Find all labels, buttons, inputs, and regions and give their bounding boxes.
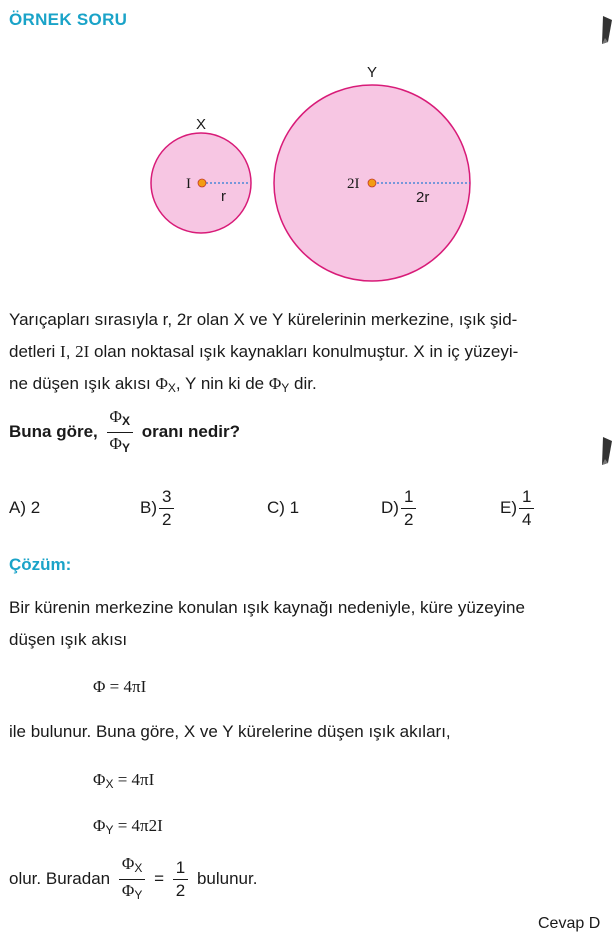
solution-line-1: Bir kürenin merkezine konulan ışık kaynağı nedeniyle, küre yüzeyine [9, 598, 525, 617]
text: olur. Buradan [9, 868, 111, 888]
pen-icon [600, 435, 614, 467]
result-value-fraction [173, 857, 188, 902]
solution-line-3: ile bulunur. Buna göre, X ve Y kürelerine düşen ışık akıları, [9, 722, 451, 741]
text: olan noktasal ışık kaynakları konulmuştur. X in iç yüzeyi- [89, 342, 519, 361]
option-e[interactable] [500, 486, 538, 531]
source-y-label: 2I [347, 176, 360, 192]
text: dir. [289, 374, 317, 393]
text: detleri [9, 342, 61, 361]
option-c[interactable]: C) 1 [267, 498, 300, 517]
prompt-text: oranı nedir? [141, 421, 240, 441]
solution-line-2: düşen ışık akısı [9, 630, 128, 649]
phi-symbol: Φ [121, 854, 135, 873]
question-line-2 [9, 341, 518, 363]
denominator: 2 [175, 881, 186, 900]
numerator: 1 [173, 857, 188, 880]
question-prompt [9, 406, 240, 459]
question-line-3 [9, 373, 317, 399]
text: , [65, 342, 76, 361]
text: bulunur. [196, 868, 258, 888]
result-fraction [119, 853, 145, 906]
option-a[interactable]: A) 2 [9, 498, 41, 517]
prompt-text: Buna göre, [9, 421, 98, 441]
solution-conclusion [9, 853, 257, 906]
question-line-1: Yarıçapları sırasıyla r, 2r olan X ve Y kürelerinin merkezine, ışık şid- [9, 310, 518, 329]
subscript-y: Y [105, 823, 114, 837]
solution-title: Çözüm: [9, 555, 72, 574]
equation-1: Φ = 4πI [93, 677, 147, 696]
denominator: 4 [522, 510, 532, 529]
phi-symbol: Φ [268, 374, 282, 393]
option-label: E) [500, 497, 517, 517]
option-label: D) [381, 497, 399, 517]
phi-symbol: Φ [109, 407, 122, 426]
denominator: 2 [403, 510, 414, 529]
spheres-figure [0, 55, 616, 295]
radius-x-label: r [221, 188, 226, 205]
source-x-label: I [186, 176, 191, 192]
subscript-x: X [121, 414, 130, 428]
phi-symbol: Φ [121, 881, 135, 900]
source-y-dot [368, 179, 376, 187]
pen-icon [600, 14, 614, 46]
subscript-x: X [167, 381, 176, 395]
answer-label: Cevap D [538, 915, 601, 932]
option-label: B) [140, 497, 157, 517]
numerator: 1 [401, 486, 416, 509]
subscript-y: Y [134, 888, 143, 902]
source-x-dot [198, 179, 206, 187]
numerator: 3 [159, 486, 174, 509]
ratio-fraction [107, 406, 133, 459]
equation-2 [93, 769, 154, 795]
radius-y-label: 2r [416, 189, 430, 206]
subscript-y: Y [121, 441, 130, 455]
subscript-x: X [105, 777, 114, 791]
sphere-y-label: Y [366, 64, 378, 81]
subscript-y: Y [281, 381, 290, 395]
denominator: 2 [162, 510, 172, 529]
subscript-x: X [134, 861, 143, 875]
sphere-x-label: X [195, 116, 207, 133]
phi-symbol: Φ [109, 434, 122, 453]
page-title: ÖRNEK SORU [9, 10, 128, 29]
equation-rhs: = 4π2I [113, 816, 163, 835]
equation-3 [93, 815, 163, 841]
phi-symbol: Φ [93, 816, 106, 835]
equation-rhs: = 4πI [113, 770, 155, 789]
text: , Y nin ki de [175, 374, 269, 393]
phi-symbol: Φ [93, 770, 106, 789]
phi-symbol: Φ [155, 374, 168, 393]
option-b[interactable] [140, 486, 178, 531]
text: ne düşen ışık akısı [9, 374, 156, 393]
symbol-i: I [60, 342, 66, 361]
symbol-2i: 2I [75, 342, 90, 361]
equals-sign: = [154, 868, 164, 888]
option-d[interactable] [381, 486, 420, 531]
numerator: 1 [519, 486, 534, 509]
